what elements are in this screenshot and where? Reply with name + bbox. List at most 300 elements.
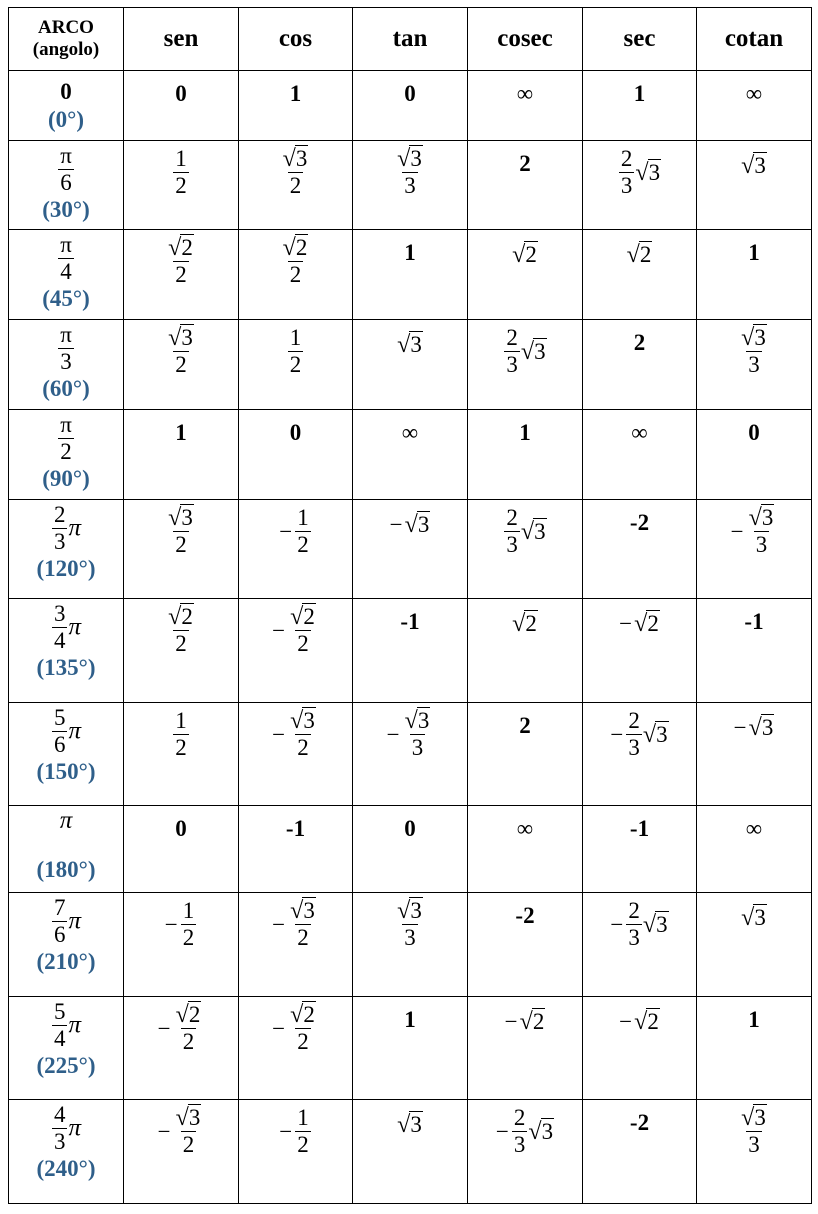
cell-value xyxy=(239,806,352,842)
cell-cotan xyxy=(697,893,812,997)
radicand: 3 xyxy=(656,721,668,747)
radical-sign: √ xyxy=(642,721,657,748)
cell-tan xyxy=(353,230,468,320)
minus-sign: − xyxy=(157,1015,171,1041)
fraction-denominator: 3 xyxy=(620,173,633,198)
pi-symbol: π xyxy=(68,613,82,641)
pi-symbol: π xyxy=(68,514,82,542)
radicand: 3 xyxy=(754,152,766,178)
cell-value xyxy=(353,230,467,266)
degree-label: (60°) xyxy=(42,376,90,401)
sqrt-expression xyxy=(521,339,547,365)
table-row xyxy=(9,410,812,500)
header-tan: tan xyxy=(353,8,468,71)
radicand: 2 xyxy=(188,1002,201,1027)
pi-symbol: π xyxy=(68,907,82,935)
fraction xyxy=(58,413,74,464)
cell-sec xyxy=(583,599,697,703)
value-text: -2 xyxy=(629,510,650,535)
cell-sen xyxy=(124,141,239,230)
cell-value xyxy=(697,806,811,842)
cell-value xyxy=(468,320,582,377)
infinity-symbol: ∞ xyxy=(745,81,763,106)
radicand: 3 xyxy=(303,898,315,923)
cell-value xyxy=(124,997,238,1054)
cell-value xyxy=(468,141,582,177)
fraction xyxy=(739,1106,769,1157)
degree-label: (120°) xyxy=(36,556,96,581)
cell-value xyxy=(583,500,696,536)
table-row xyxy=(9,806,812,893)
cell-sen xyxy=(124,500,239,599)
fraction xyxy=(739,326,769,377)
radicand: 3 xyxy=(181,505,193,530)
sqrt-expression xyxy=(168,506,194,530)
fraction-numerator xyxy=(166,605,196,630)
fraction-numerator: 2 xyxy=(513,1105,526,1130)
cell-sec xyxy=(583,1100,697,1204)
fraction-denominator: 2 xyxy=(182,1132,195,1157)
fraction-numerator: 2 xyxy=(620,146,633,171)
fraction xyxy=(173,709,189,760)
value-text: -1 xyxy=(285,816,306,841)
fraction xyxy=(52,1000,68,1051)
fraction-numerator: 2 xyxy=(506,325,518,350)
fraction xyxy=(281,147,311,198)
fraction-numerator xyxy=(395,147,425,172)
value-text: -2 xyxy=(629,1110,650,1135)
sqrt-expression xyxy=(168,236,194,260)
sqrt-expression xyxy=(512,611,538,637)
sqrt-expression xyxy=(168,605,194,629)
arc-cell xyxy=(9,806,124,893)
fraction-denominator: 3 xyxy=(60,349,72,374)
fraction xyxy=(288,1003,318,1054)
sqrt-expression xyxy=(643,722,669,748)
minus-sign: − xyxy=(619,610,633,636)
fraction-denominator: 4 xyxy=(53,628,66,653)
fraction xyxy=(395,899,425,950)
cell-tan xyxy=(353,71,468,141)
sqrt-expression xyxy=(176,1106,202,1130)
cell-cotan xyxy=(697,703,812,806)
radicand: 2 xyxy=(303,604,315,629)
fraction-denominator: 6 xyxy=(53,922,66,947)
infinity-symbol: ∞ xyxy=(745,816,763,841)
cell-value xyxy=(353,71,467,107)
cell-value xyxy=(468,230,582,268)
radicand: 3 xyxy=(534,338,546,364)
cell-tan xyxy=(353,410,468,500)
fraction xyxy=(288,605,318,656)
cell-value xyxy=(239,997,352,1054)
degree-label: (210°) xyxy=(36,949,96,974)
value-text: 0 xyxy=(289,420,302,445)
radicand: 3 xyxy=(188,1105,201,1130)
cell-value xyxy=(468,1100,582,1157)
cell-value xyxy=(239,141,352,198)
value-text: 0 xyxy=(404,81,416,106)
cell-cosec xyxy=(468,230,583,320)
minus-sign: − xyxy=(730,518,744,544)
minus-sign: − xyxy=(610,911,624,937)
fraction-denominator: 2 xyxy=(297,1029,309,1054)
cell-cosec xyxy=(468,320,583,410)
minus-sign: − xyxy=(610,721,624,747)
cell-value xyxy=(583,893,696,950)
cell-sec xyxy=(583,410,697,500)
cell-value xyxy=(583,71,696,107)
infinity-symbol: ∞ xyxy=(516,81,534,106)
sqrt-expression xyxy=(290,1003,316,1027)
cell-value xyxy=(468,703,582,739)
sqrt-expression xyxy=(397,147,423,171)
cell-value xyxy=(583,141,696,198)
radicand: 2 xyxy=(525,241,537,267)
cell-value xyxy=(353,997,467,1033)
cell-value xyxy=(353,703,467,760)
fraction-numerator: 2 xyxy=(506,505,518,530)
fraction xyxy=(58,233,74,284)
pi-symbol: π xyxy=(68,1114,82,1142)
cell-tan xyxy=(353,703,468,806)
fraction-denominator: 3 xyxy=(628,925,640,950)
pi-symbol: π xyxy=(59,807,73,834)
radical-sign: √ xyxy=(168,325,182,351)
table-body xyxy=(9,71,812,1204)
fraction xyxy=(166,605,196,656)
table-row xyxy=(9,141,812,230)
value-text: 2 xyxy=(519,713,531,738)
cell-value xyxy=(353,410,467,446)
radical-sign: √ xyxy=(290,708,304,734)
cell-value xyxy=(697,320,811,377)
table-row xyxy=(9,997,812,1100)
cell-sen xyxy=(124,806,239,893)
value-text: -1 xyxy=(744,609,764,634)
radical-sign: √ xyxy=(175,1002,189,1028)
value-text: 1 xyxy=(748,1007,760,1032)
sqrt-expression xyxy=(168,326,194,350)
cell-cotan xyxy=(697,141,812,230)
fraction xyxy=(181,899,197,950)
radical-sign: √ xyxy=(175,1105,189,1131)
fraction xyxy=(403,709,433,760)
cell-cotan xyxy=(697,806,812,893)
value-text: 0 xyxy=(404,816,416,841)
cell-sec xyxy=(583,893,697,997)
fraction-denominator: 2 xyxy=(175,631,187,656)
fraction xyxy=(52,706,68,757)
fraction-numerator: 1 xyxy=(297,1105,309,1130)
value-text: 1 xyxy=(175,420,187,445)
cell-value xyxy=(239,230,352,287)
fraction-numerator: 2 xyxy=(628,708,640,733)
arc-cell xyxy=(9,500,124,599)
radicand: 2 xyxy=(532,1008,545,1034)
arc-cell xyxy=(9,893,124,997)
fraction xyxy=(295,506,311,557)
arc-value xyxy=(9,997,123,1051)
fraction-denominator: 2 xyxy=(289,173,302,198)
radical-sign: √ xyxy=(642,911,657,938)
cell-value xyxy=(468,997,582,1035)
fraction-numerator xyxy=(747,506,777,531)
fraction-denominator: 3 xyxy=(513,1132,526,1157)
fraction-numerator: 7 xyxy=(53,895,66,920)
value-text: 1 xyxy=(633,81,646,106)
cell-value xyxy=(697,997,811,1033)
infinity-symbol: ∞ xyxy=(401,420,419,445)
radical-sign: √ xyxy=(397,146,411,172)
fraction-denominator: 3 xyxy=(748,1132,760,1157)
value-text: 2 xyxy=(633,330,646,355)
radical-sign: √ xyxy=(748,505,762,531)
header-cos: cos xyxy=(239,8,353,71)
fraction xyxy=(626,709,642,760)
sqrt-expression xyxy=(634,611,660,637)
minus-sign: − xyxy=(504,1008,518,1034)
fraction-numerator: 1 xyxy=(175,146,187,171)
cell-value xyxy=(239,71,352,107)
degree-label: (90°) xyxy=(42,466,90,491)
cell-value xyxy=(124,71,238,107)
fraction-numerator xyxy=(403,709,433,734)
cell-value xyxy=(697,230,811,266)
radicand: 2 xyxy=(639,241,652,267)
cell-value xyxy=(583,599,696,637)
fraction-numerator: 5 xyxy=(53,705,66,730)
table-row xyxy=(9,703,812,806)
arc-cell xyxy=(9,997,124,1100)
sqrt-expression xyxy=(749,715,775,741)
degree-label: (225°) xyxy=(36,1053,96,1078)
cell-value xyxy=(124,806,238,842)
arc-value xyxy=(9,806,123,834)
arc-cell xyxy=(9,703,124,806)
radical-sign: √ xyxy=(397,331,411,358)
radicand: 2 xyxy=(525,610,537,636)
table-row xyxy=(9,71,812,141)
minus-sign: − xyxy=(272,911,286,937)
radicand: 3 xyxy=(754,1105,766,1130)
cell-value xyxy=(697,599,811,635)
radical-sign: √ xyxy=(512,241,526,268)
fraction xyxy=(504,326,520,377)
fraction xyxy=(288,899,318,950)
fraction-numerator xyxy=(281,236,311,261)
degree-label: (45°) xyxy=(42,286,90,311)
fraction xyxy=(288,326,304,377)
radicand: 2 xyxy=(181,604,193,629)
cell-sen xyxy=(124,893,239,997)
radical-sign: √ xyxy=(635,159,649,186)
cell-sec xyxy=(583,320,697,410)
minus-sign: − xyxy=(157,1118,171,1144)
cell-cosec xyxy=(468,997,583,1100)
cell-value xyxy=(468,806,582,842)
radical-sign: √ xyxy=(741,325,755,351)
cell-sec xyxy=(583,806,697,893)
minus-sign: − xyxy=(279,518,293,544)
minus-sign: − xyxy=(272,1015,286,1041)
fraction-denominator: 2 xyxy=(297,1132,309,1157)
cell-value xyxy=(697,500,811,557)
fraction-denominator: 2 xyxy=(297,925,309,950)
cell-sec xyxy=(583,230,697,320)
table-row xyxy=(9,893,812,997)
value-text: -1 xyxy=(629,816,650,841)
fraction xyxy=(166,326,196,377)
radical-sign: √ xyxy=(634,1008,648,1035)
sqrt-expression xyxy=(635,160,661,186)
fraction-denominator: 3 xyxy=(628,735,640,760)
radicand: 3 xyxy=(303,708,315,733)
fraction-numerator: 1 xyxy=(297,505,309,530)
fraction-denominator: 3 xyxy=(404,173,416,198)
sqrt-expression xyxy=(405,512,431,538)
minus-sign: − xyxy=(272,721,286,747)
cell-value xyxy=(124,703,238,760)
radicand: 3 xyxy=(410,1111,422,1137)
cell-sec xyxy=(583,141,697,230)
pi-symbol: π xyxy=(68,1011,82,1039)
cell-value xyxy=(468,893,582,929)
minus-sign: − xyxy=(272,617,286,643)
cell-value xyxy=(697,71,811,107)
fraction-denominator: 3 xyxy=(411,735,424,760)
arc-value xyxy=(9,320,123,374)
fraction xyxy=(58,144,74,195)
cell-sec xyxy=(583,71,697,141)
fraction-denominator: 2 xyxy=(297,631,309,656)
table-row xyxy=(9,320,812,410)
radicand: 3 xyxy=(181,325,193,350)
radical-sign: √ xyxy=(282,146,296,172)
fraction-numerator xyxy=(288,709,318,734)
value-text: 1 xyxy=(519,420,531,445)
fraction xyxy=(626,899,642,950)
fraction xyxy=(281,236,311,287)
cell-value xyxy=(697,703,811,741)
cell-tan xyxy=(353,141,468,230)
cell-value xyxy=(468,71,582,107)
value-text: 1 xyxy=(404,1007,416,1032)
sqrt-expression xyxy=(520,1009,546,1035)
cell-value xyxy=(239,703,352,760)
radicand: 2 xyxy=(647,1008,659,1034)
fraction xyxy=(619,147,635,198)
fraction-denominator: 3 xyxy=(404,925,416,950)
radical-sign: √ xyxy=(404,511,418,538)
fraction-numerator xyxy=(739,326,769,351)
fraction xyxy=(288,709,318,760)
cell-value xyxy=(353,1100,467,1138)
minus-sign: − xyxy=(386,721,400,747)
radicand: 3 xyxy=(541,1118,554,1144)
arc-cell xyxy=(9,320,124,410)
arc-value xyxy=(9,141,123,195)
cell-value xyxy=(239,320,352,377)
fraction-denominator: 4 xyxy=(53,1026,66,1051)
fraction-denominator: 2 xyxy=(175,173,187,198)
fraction-numerator: 3 xyxy=(53,601,66,626)
cell-cos xyxy=(239,71,353,141)
cell-cos xyxy=(239,500,353,599)
header-sec: sec xyxy=(583,8,697,71)
radicand: 2 xyxy=(181,235,193,260)
fraction-numerator: 2 xyxy=(53,502,66,527)
cell-value xyxy=(583,703,696,760)
radicand: 3 xyxy=(410,331,422,357)
cell-cosec xyxy=(468,806,583,893)
degree-label: (0°) xyxy=(47,107,85,132)
fraction-numerator xyxy=(288,605,318,630)
sqrt-expression xyxy=(283,147,309,171)
radical-sign: √ xyxy=(520,518,535,545)
fraction-denominator: 3 xyxy=(53,1129,66,1154)
pi-symbol: π xyxy=(68,717,82,745)
cell-cos xyxy=(239,599,353,703)
cell-value xyxy=(124,141,238,198)
radicand: 3 xyxy=(295,146,308,171)
sqrt-expression xyxy=(634,1009,660,1035)
cell-value xyxy=(124,599,238,656)
fraction-numerator: 1 xyxy=(175,708,187,733)
cell-value xyxy=(583,806,696,842)
fraction-denominator: 2 xyxy=(60,439,72,464)
header-arco-title: ARCO xyxy=(38,17,94,38)
sqrt-expression xyxy=(749,506,775,530)
cell-cotan xyxy=(697,230,812,320)
radicand: 3 xyxy=(754,325,766,350)
value-text: 1 xyxy=(404,240,416,265)
radicand: 3 xyxy=(648,159,661,185)
cell-tan xyxy=(353,320,468,410)
value-text: 0 xyxy=(175,81,187,106)
radicand: 2 xyxy=(303,1002,315,1027)
fraction-denominator: 3 xyxy=(53,529,66,554)
cell-value xyxy=(353,500,467,538)
fraction-denominator: 3 xyxy=(755,532,768,557)
fraction-denominator: 3 xyxy=(506,532,518,557)
radical-sign: √ xyxy=(290,1002,304,1028)
sqrt-expression xyxy=(512,242,538,268)
cell-cosec xyxy=(468,410,583,500)
cell-value xyxy=(353,806,467,842)
radical-sign: √ xyxy=(741,904,755,931)
fraction-numerator xyxy=(288,1003,318,1028)
cell-cos xyxy=(239,997,353,1100)
fraction-numerator xyxy=(288,899,318,924)
arc-value xyxy=(9,703,123,757)
cell-tan xyxy=(353,893,468,997)
cell-sen xyxy=(124,703,239,806)
fraction-denominator: 2 xyxy=(175,532,187,557)
cell-value xyxy=(468,500,582,557)
cell-cotan xyxy=(697,997,812,1100)
sqrt-expression xyxy=(528,1119,554,1145)
cell-value xyxy=(124,1100,238,1157)
fraction xyxy=(166,506,196,557)
fraction-denominator: 2 xyxy=(175,262,187,287)
cell-value xyxy=(353,141,467,198)
fraction xyxy=(174,1003,204,1054)
cell-cosec xyxy=(468,599,583,703)
cell-value xyxy=(468,410,582,446)
cell-cos xyxy=(239,230,353,320)
radical-sign: √ xyxy=(168,604,182,630)
